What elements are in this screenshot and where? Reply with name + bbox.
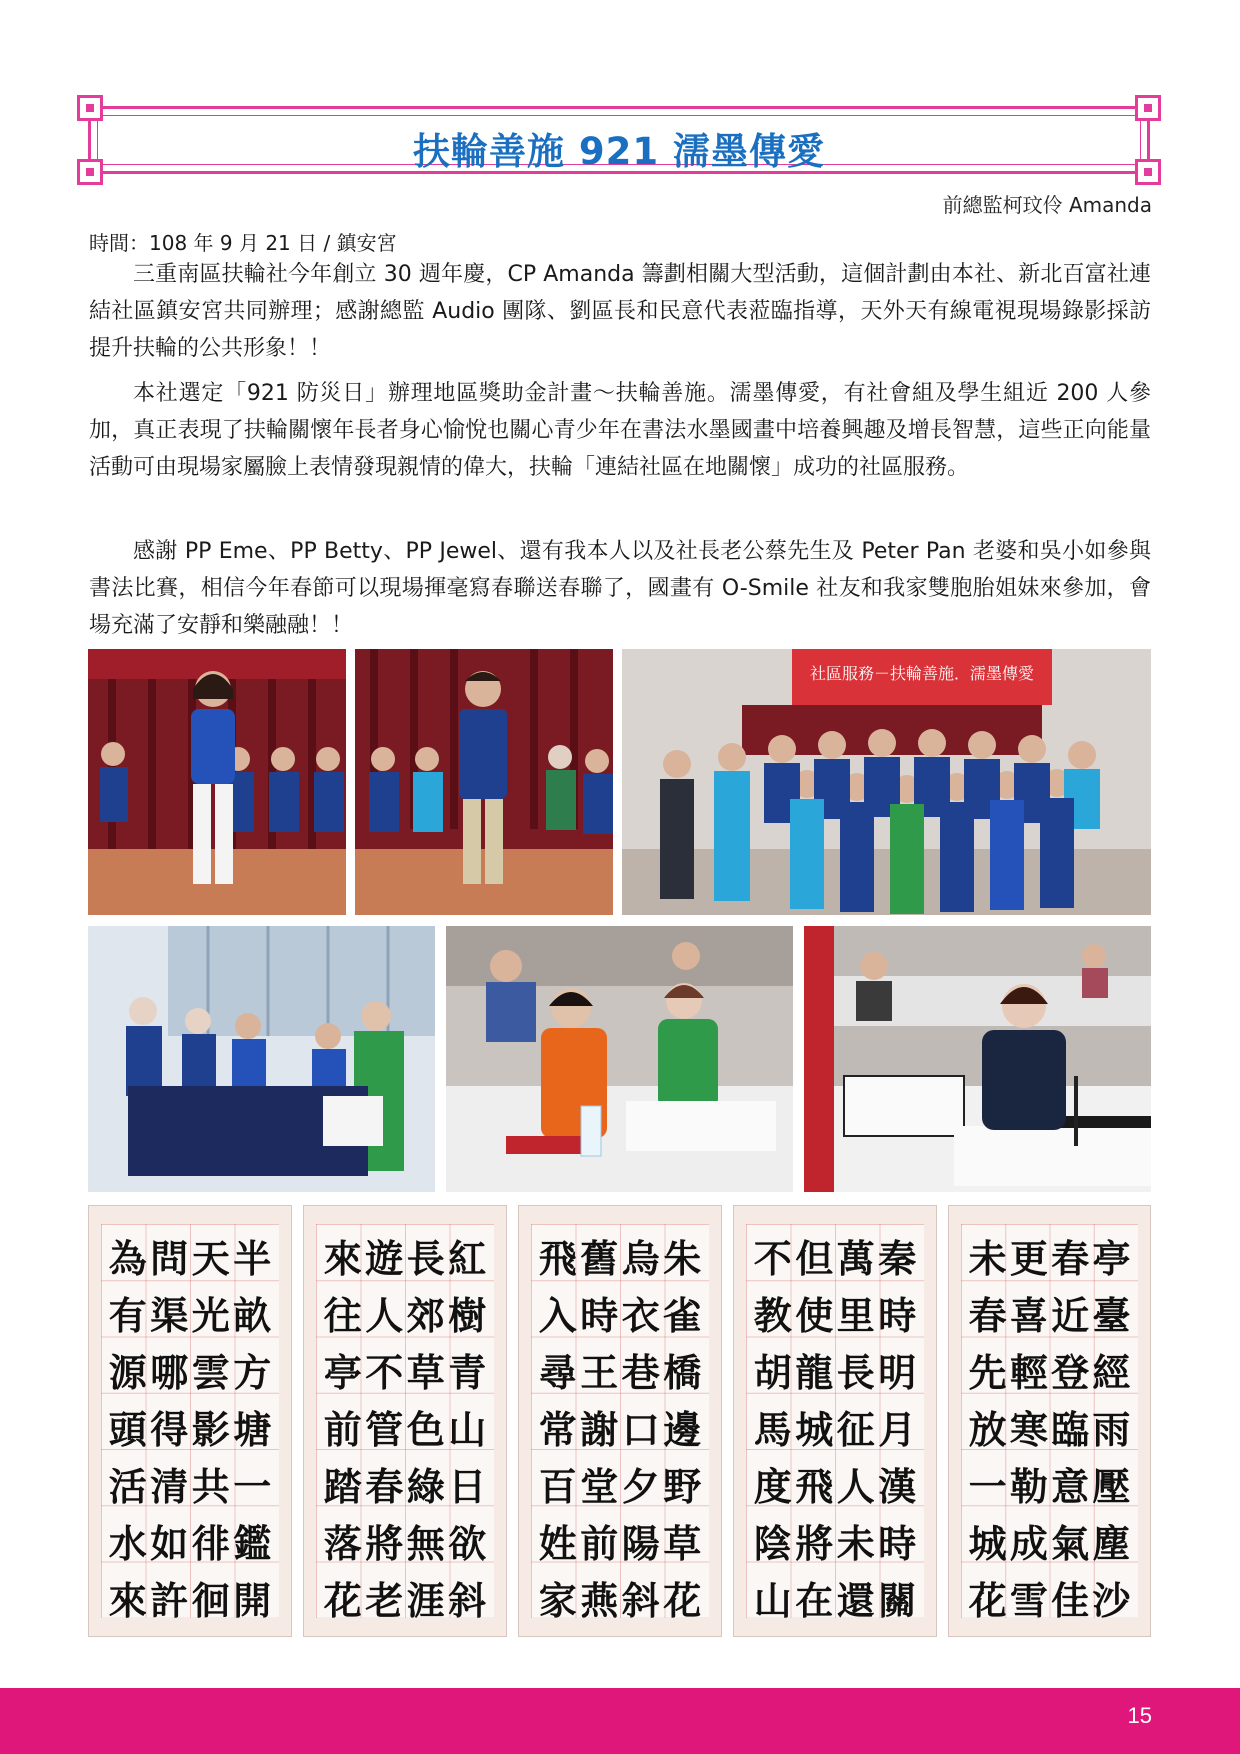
calligraphy-work-5 <box>948 1205 1151 1637</box>
calligraphy-work-2 <box>303 1205 507 1637</box>
calligraphy-column: 舊時王謝堂前燕 <box>580 1236 619 1623</box>
frame-corner-ornament <box>1135 95 1161 121</box>
article-paragraph-3: 感謝 PP Eme、PP Betty、PP Jewel、還有我本人以及社長老公蔡先生及 Peter Pan 老婆和吳小如參與書法比賽，相信今年春節可以現場揮毫寫春聯送春聯了，國畫有 O-Smile 社友和我家雙胞胎姐妹來參加，會場充滿了安靜和樂融融！！ <box>89 539 1151 638</box>
event-time-line: 時間：108 年 9 月 21 日 / 鎮安宮 <box>89 231 397 255</box>
article-paragraph-1: 三重南區扶輪社今年創立 30 週年慶，CP Amanda 籌劃相關大型活動，這個計劃由本社、新北百富社連結社區鎮安宮共同辦理；感謝總監 Audio 團隊、劉區長和民意代表蒞臨指導，天外天有線電視現場錄影採訪提升扶輪的公共形象！！ <box>89 262 1151 361</box>
calligraphy-column: 亭臺經雨壓塵沙 <box>1092 1236 1131 1623</box>
calligraphy-column: 半畝方塘一鑑開 <box>233 1236 272 1623</box>
calligraphy-column: 未春先放一城花 <box>968 1236 1007 1623</box>
article-paragraph-2: 本社選定「921 防災日」辦理地區獎助金計畫～扶輪善施。濡墨傳愛，有社會組及學生組近 200 人參加，真正表現了扶輪關懷年長者身心愉悅也關心青少年在書法水墨國畫中培養興趣及增長智慧，這些正向能量活動可由現場家屬臉上表情發現親情的偉大，扶輪「連結社區在地關懷」成功的社區服務。 <box>89 381 1151 480</box>
photo-calligraphy-woman <box>804 926 1151 1192</box>
page-number: 15 <box>1127 1703 1152 1728</box>
photo-speaker-man <box>355 649 613 915</box>
frame-corner-ornament <box>77 95 103 121</box>
article-author: 前總監柯玟伶 Amanda <box>942 193 1152 217</box>
calligraphy-work-4 <box>733 1205 937 1637</box>
calligraphy-column: 但使龍城飛將在 <box>795 1236 834 1623</box>
title-frame <box>88 106 1150 174</box>
calligraphy-column: 問渠哪得清如許 <box>150 1236 189 1623</box>
photo-registration-table <box>88 926 435 1192</box>
photo-speaker-woman <box>88 649 346 915</box>
calligraphy-column: 飛入尋常百姓家 <box>538 1236 577 1623</box>
calligraphy-column: 不教胡馬度陰山 <box>753 1236 792 1623</box>
calligraphy-column: 萬里長征人未還 <box>836 1236 875 1623</box>
calligraphy-column: 紅樹青山日欲斜 <box>448 1236 487 1623</box>
calligraphy-column: 天光雲影共徘徊 <box>191 1236 230 1623</box>
calligraphy-work-1 <box>88 1205 292 1637</box>
calligraphy-column: 來往亭前踏落花 <box>323 1236 362 1623</box>
event-banner-text: 社區服務－扶輪善施．濡墨傳愛 <box>809 666 1035 683</box>
calligraphy-column: 朱雀橋邊野草花 <box>663 1236 702 1623</box>
photo-calligraphy-writing <box>446 926 793 1192</box>
photo-group-banner <box>622 649 1151 915</box>
calligraphy-column: 秦時明月漢時關 <box>878 1236 917 1623</box>
calligraphy-work-3 <box>518 1205 722 1637</box>
calligraphy-column: 春近登臨意氣佳 <box>1051 1236 1090 1623</box>
calligraphy-column: 為有源頭活水來 <box>108 1236 147 1623</box>
calligraphy-column: 長郊草色綠無涯 <box>406 1236 445 1623</box>
calligraphy-column: 烏衣巷口夕陽斜 <box>621 1236 660 1623</box>
calligraphy-column: 遊人不管春將老 <box>365 1236 404 1623</box>
calligraphy-column: 更喜輕寒勒成雪 <box>1009 1236 1048 1623</box>
article-title: 扶輪善施 921 濡墨傳愛 <box>413 130 825 173</box>
footer-bar <box>0 1688 1240 1754</box>
